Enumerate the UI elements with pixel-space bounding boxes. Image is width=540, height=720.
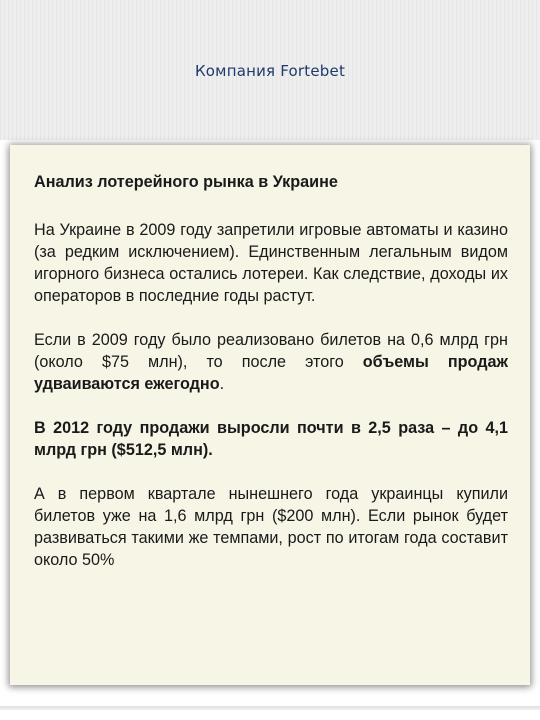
header-band bbox=[0, 0, 540, 140]
sales-doubling-highlight: объемы продаж удваиваются ежегодно bbox=[34, 353, 508, 393]
section-heading: Анализ лотерейного рынка в Украине bbox=[34, 173, 338, 191]
company-title: Компания Fortebet bbox=[194, 62, 346, 80]
paragraph-ban: На Украине в 2009 году запретили игровые автоматы и казино (за редким исключением). Единственным легальным видом игорного бизнеса остались лотереи. Как следствие, доходы их операторов в последние годы растут. bbox=[34, 221, 508, 305]
paragraph-2009-sales-text: Если в 2009 году было реализовано билетов на 0,6 млрд грн (около $75 млн), то после этого bbox=[34, 331, 508, 371]
paragraph-2009-sales bbox=[34, 329, 508, 395]
paragraph-2012-growth: В 2012 году продажи выросли почти в 2,5 раза – до 4,1 млрд грн ($512,5 млн). bbox=[34, 419, 508, 459]
text-block bbox=[34, 171, 508, 593]
paragraph-first-quarter: А в первом квартале нынешнего года украинцы купили билетов уже на 1,6 млрд грн ($200 млн). Если рынок будет развиваться такими же темпами, рост по итогам года составит около 50% bbox=[34, 485, 508, 569]
paragraph-2009-sales-end: . bbox=[219, 375, 225, 393]
content-panel bbox=[10, 145, 530, 685]
bottom-divider bbox=[0, 706, 540, 710]
